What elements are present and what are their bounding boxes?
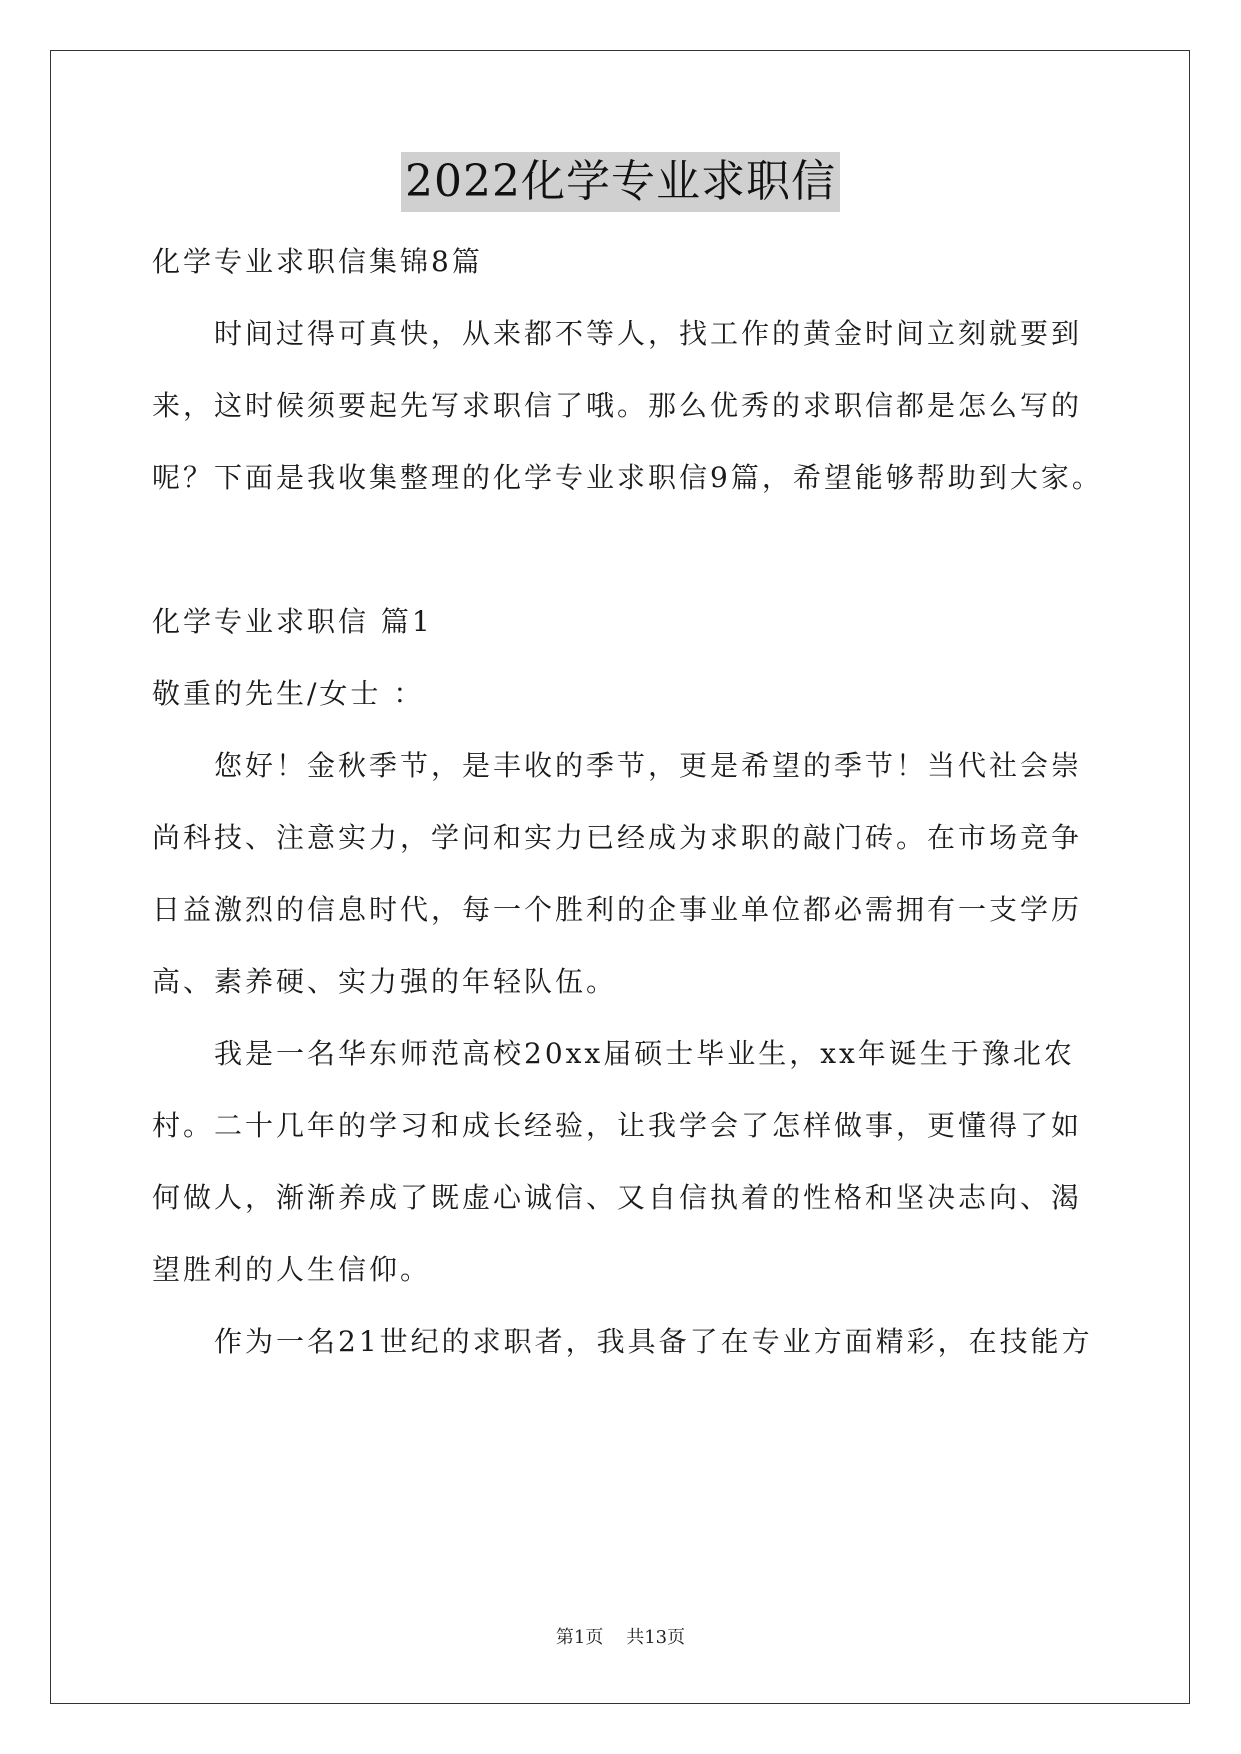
paragraph-line: 望胜利的人生信仰。 bbox=[152, 1253, 432, 1286]
paragraph-line: 我是一名华东师范高校20xx届硕士毕业生，xx年诞生于豫北农 bbox=[214, 1037, 1075, 1070]
paragraph-line: 您好！金秋季节，是丰收的季节，更是希望的季节！当代社会崇 bbox=[214, 749, 1083, 782]
paragraph-line: 尚科技、注意实力，学问和实力已经成为求职的敲门砖。在市场竞争 bbox=[152, 821, 1083, 854]
paragraph-line: 村。二十几年的学习和成长经验，让我学会了怎样做事，更懂得了如 bbox=[152, 1109, 1083, 1142]
paragraph-line: 高、素养硬、实力强的年轻队伍。 bbox=[152, 965, 618, 998]
page-border bbox=[50, 50, 1190, 1704]
salutation: 敬重的先生/女士 ： bbox=[152, 677, 425, 710]
intro-line-2: 来，这时候须要起先写求职信了哦。那么优秀的求职信都是怎么写的 bbox=[152, 389, 1083, 422]
page-number-footer: 第1页 共13页 bbox=[555, 1627, 686, 1648]
paragraph-line: 日益激烈的信息时代，每一个胜利的企事业单位都必需拥有一支学历 bbox=[152, 893, 1083, 926]
document-title: 2022化学专业求职信 bbox=[401, 152, 840, 212]
document-subtitle: 化学专业求职信集锦8篇 bbox=[152, 245, 483, 278]
title-container bbox=[0, 152, 1241, 212]
intro-line-3: 呢？下面是我收集整理的化学专业求职信9篇，希望能够帮助到大家。 bbox=[152, 461, 1103, 494]
paragraph-line: 作为一名21世纪的求职者，我具备了在专业方面精彩，在技能方 bbox=[214, 1325, 1093, 1358]
intro-line-1: 时间过得可真快，从来都不等人，找工作的黄金时间立刻就要到 bbox=[214, 317, 1083, 350]
section-heading: 化学专业求职信 篇1 bbox=[152, 605, 433, 638]
paragraph-line: 何做人，渐渐养成了既虚心诚信、又自信执着的性格和坚决志向、渴 bbox=[152, 1181, 1083, 1214]
